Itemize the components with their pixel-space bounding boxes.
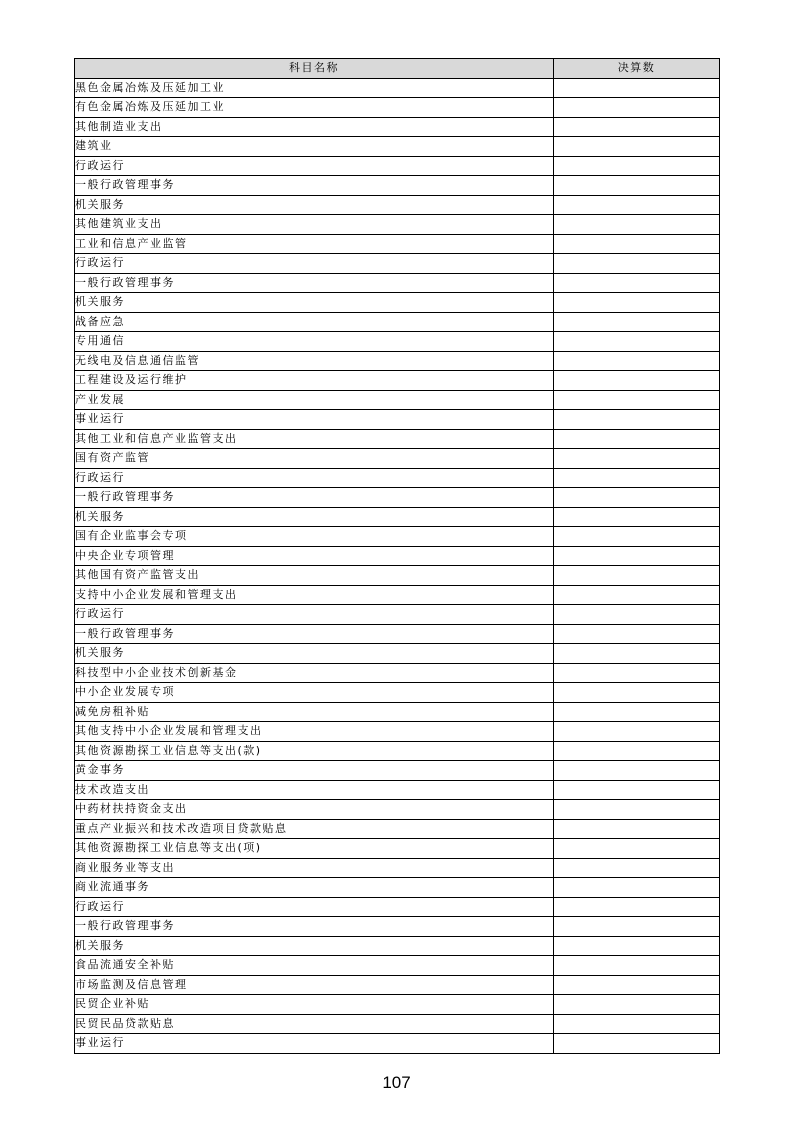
amount-cell <box>554 702 720 722</box>
subject-name-cell: 国有资产监管 <box>75 449 554 469</box>
table-row <box>75 741 720 761</box>
subject-name-cell: 行政运行 <box>75 605 554 625</box>
table-row <box>75 722 720 742</box>
amount-cell <box>554 156 720 176</box>
subject-name-cell: 有色金属冶炼及压延加工业 <box>75 98 554 118</box>
table-row <box>75 312 720 332</box>
amount-cell <box>554 488 720 508</box>
subject-name-cell: 一般行政管理事务 <box>75 273 554 293</box>
amount-cell <box>554 839 720 859</box>
subject-name-cell: 民贸企业补贴 <box>75 995 554 1015</box>
table-row <box>75 507 720 527</box>
table-row <box>75 644 720 664</box>
subject-name-cell: 中央企业专项管理 <box>75 546 554 566</box>
amount-cell <box>554 624 720 644</box>
subject-name-cell: 工业和信息产业监管 <box>75 234 554 254</box>
subject-name-cell: 技术改造支出 <box>75 780 554 800</box>
amount-cell <box>554 741 720 761</box>
subject-name-cell: 民贸民品贷款贴息 <box>75 1014 554 1034</box>
table-row <box>75 761 720 781</box>
table-row <box>75 468 720 488</box>
subject-name-cell: 行政运行 <box>75 468 554 488</box>
table-row <box>75 585 720 605</box>
table-row <box>75 663 720 683</box>
subject-name-cell: 行政运行 <box>75 254 554 274</box>
amount-cell <box>554 1014 720 1034</box>
table-row <box>75 429 720 449</box>
table-row <box>75 917 720 937</box>
table-header-row <box>75 59 720 79</box>
amount-cell <box>554 936 720 956</box>
subject-name-cell: 无线电及信息通信监管 <box>75 351 554 371</box>
subject-name-cell: 中小企业发展专项 <box>75 683 554 703</box>
subject-name-cell: 其他建筑业支出 <box>75 215 554 235</box>
subject-name-cell: 科技型中小企业技术创新基金 <box>75 663 554 683</box>
table-row <box>75 839 720 859</box>
subject-name-cell: 其他工业和信息产业监管支出 <box>75 429 554 449</box>
amount-cell <box>554 663 720 683</box>
subject-name-cell: 其他资源勘探工业信息等支出(项) <box>75 839 554 859</box>
page-number: 107 <box>382 1073 411 1092</box>
amount-cell <box>554 137 720 157</box>
subject-name-cell: 黑色金属冶炼及压延加工业 <box>75 78 554 98</box>
table-row <box>75 683 720 703</box>
subject-name-cell: 其他制造业支出 <box>75 117 554 137</box>
table-row <box>75 488 720 508</box>
table-row <box>75 156 720 176</box>
table-row <box>75 351 720 371</box>
table-row <box>75 410 720 430</box>
subject-name-cell: 机关服务 <box>75 644 554 664</box>
subject-name-cell: 一般行政管理事务 <box>75 917 554 937</box>
amount-cell <box>554 897 720 917</box>
amount-cell <box>554 371 720 391</box>
subject-name-cell: 建筑业 <box>75 137 554 157</box>
table-row <box>75 273 720 293</box>
table-row <box>75 527 720 547</box>
subject-name-cell: 专用通信 <box>75 332 554 352</box>
subject-name-cell: 支持中小企业发展和管理支出 <box>75 585 554 605</box>
table-row <box>75 546 720 566</box>
table-row <box>75 449 720 469</box>
subject-name-cell: 产业发展 <box>75 390 554 410</box>
subject-name-cell: 国有企业监事会专项 <box>75 527 554 547</box>
amount-cell <box>554 761 720 781</box>
amount-cell <box>554 254 720 274</box>
amount-cell <box>554 215 720 235</box>
amount-cell <box>554 722 720 742</box>
table-row <box>75 936 720 956</box>
subject-name-cell: 重点产业振兴和技术改造项目贷款贴息 <box>75 819 554 839</box>
amount-cell <box>554 917 720 937</box>
subject-name-cell: 市场监测及信息管理 <box>75 975 554 995</box>
table-row <box>75 390 720 410</box>
amount-cell <box>554 195 720 215</box>
amount-cell <box>554 995 720 1015</box>
table-row <box>75 117 720 137</box>
amount-cell <box>554 410 720 430</box>
amount-cell <box>554 878 720 898</box>
amount-cell <box>554 449 720 469</box>
header-final-amount: 决算数 <box>554 59 720 79</box>
table-row <box>75 215 720 235</box>
amount-cell <box>554 546 720 566</box>
subject-name-cell: 一般行政管理事务 <box>75 488 554 508</box>
table-row <box>75 1014 720 1034</box>
amount-cell <box>554 332 720 352</box>
table-row <box>75 293 720 313</box>
table-row <box>75 956 720 976</box>
amount-cell <box>554 293 720 313</box>
subject-name-cell: 行政运行 <box>75 897 554 917</box>
table-body <box>75 78 720 1053</box>
amount-cell <box>554 683 720 703</box>
amount-cell <box>554 468 720 488</box>
subject-name-cell: 商业服务业等支出 <box>75 858 554 878</box>
amount-cell <box>554 819 720 839</box>
table-row <box>75 566 720 586</box>
amount-cell <box>554 312 720 332</box>
subject-name-cell: 减免房租补贴 <box>75 702 554 722</box>
amount-cell <box>554 98 720 118</box>
amount-cell <box>554 585 720 605</box>
subject-name-cell: 食品流通安全补贴 <box>75 956 554 976</box>
subject-name-cell: 中药材扶持资金支出 <box>75 800 554 820</box>
subject-name-cell: 机关服务 <box>75 195 554 215</box>
amount-cell <box>554 273 720 293</box>
subject-name-cell: 战备应急 <box>75 312 554 332</box>
amount-cell <box>554 234 720 254</box>
budget-table <box>74 58 720 1054</box>
header-subject-name: 科目名称 <box>75 59 554 79</box>
amount-cell <box>554 644 720 664</box>
table-row <box>75 78 720 98</box>
table-row <box>75 800 720 820</box>
amount-cell <box>554 858 720 878</box>
subject-name-cell: 事业运行 <box>75 1034 554 1054</box>
subject-name-cell: 机关服务 <box>75 936 554 956</box>
table-row <box>75 858 720 878</box>
table-row <box>75 1034 720 1054</box>
table-row <box>75 897 720 917</box>
amount-cell <box>554 956 720 976</box>
subject-name-cell: 一般行政管理事务 <box>75 624 554 644</box>
subject-name-cell: 一般行政管理事务 <box>75 176 554 196</box>
table-row <box>75 780 720 800</box>
amount-cell <box>554 975 720 995</box>
amount-cell <box>554 351 720 371</box>
amount-cell <box>554 1034 720 1054</box>
table-row <box>75 234 720 254</box>
amount-cell <box>554 800 720 820</box>
amount-cell <box>554 78 720 98</box>
amount-cell <box>554 566 720 586</box>
table-row <box>75 819 720 839</box>
subject-name-cell: 其他支持中小企业发展和管理支出 <box>75 722 554 742</box>
subject-name-cell: 事业运行 <box>75 410 554 430</box>
table-row <box>75 176 720 196</box>
table-row <box>75 702 720 722</box>
subject-name-cell: 商业流通事务 <box>75 878 554 898</box>
table-row <box>75 878 720 898</box>
table-row <box>75 254 720 274</box>
subject-name-cell: 行政运行 <box>75 156 554 176</box>
table-row <box>75 195 720 215</box>
amount-cell <box>554 507 720 527</box>
subject-name-cell: 其他国有资产监管支出 <box>75 566 554 586</box>
amount-cell <box>554 527 720 547</box>
table-row <box>75 137 720 157</box>
amount-cell <box>554 429 720 449</box>
amount-cell <box>554 780 720 800</box>
amount-cell <box>554 390 720 410</box>
table-row <box>75 98 720 118</box>
subject-name-cell: 黄金事务 <box>75 761 554 781</box>
subject-name-cell: 机关服务 <box>75 293 554 313</box>
table-row <box>75 332 720 352</box>
subject-name-cell: 工程建设及运行维护 <box>75 371 554 391</box>
amount-cell <box>554 117 720 137</box>
table-row <box>75 605 720 625</box>
table-row <box>75 975 720 995</box>
subject-name-cell: 机关服务 <box>75 507 554 527</box>
subject-name-cell: 其他资源勘探工业信息等支出(款) <box>75 741 554 761</box>
table-row <box>75 371 720 391</box>
amount-cell <box>554 605 720 625</box>
amount-cell <box>554 176 720 196</box>
table-row <box>75 995 720 1015</box>
table-row <box>75 624 720 644</box>
